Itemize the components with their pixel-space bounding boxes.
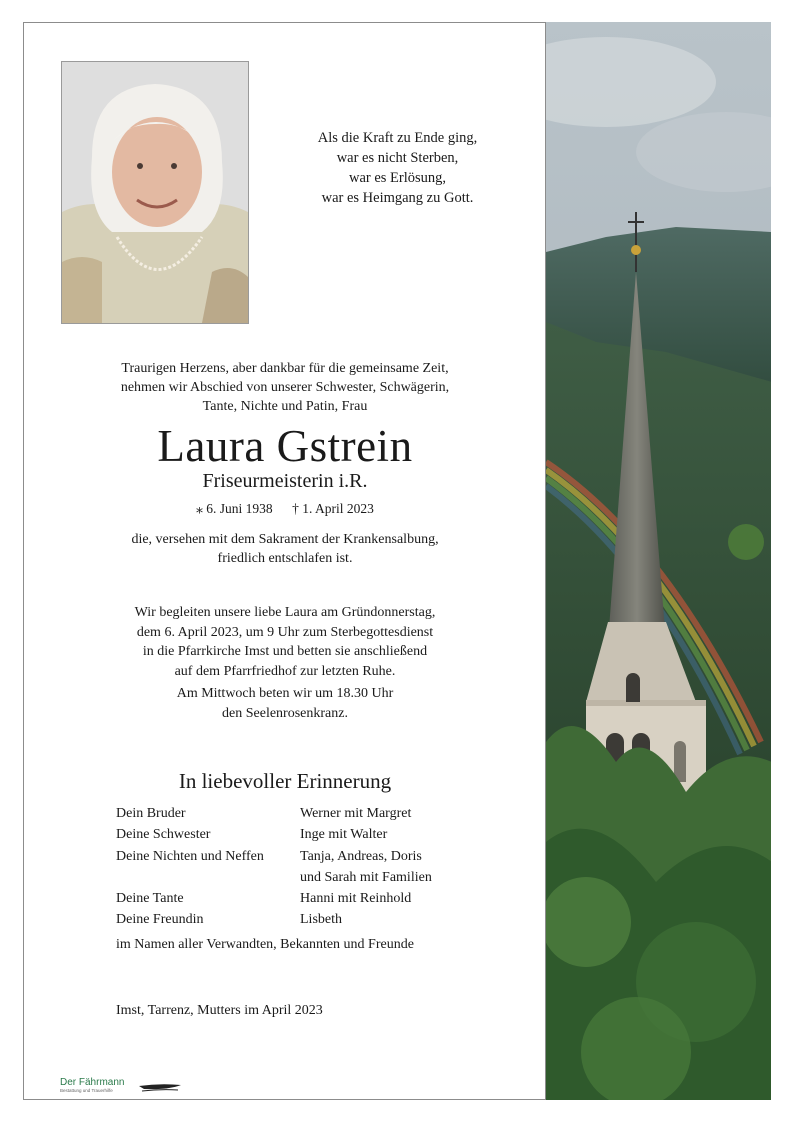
logo-name: Der Fährmann	[60, 1077, 125, 1088]
birth-date: ⁎ 6. Juni 1938	[196, 501, 273, 516]
rosary-line: Am Mittwoch beten wir um 18.30 Uhr	[176, 686, 394, 701]
sacrament-line: die, versehen mit dem Sakrament der Krankensalbung,	[131, 532, 439, 547]
funeral-home-logo	[60, 1078, 124, 1094]
funeral-service-text	[60, 603, 510, 681]
deceased-profession: Friseurmeisterin i.R.	[202, 470, 368, 492]
service-line: Wir begleiten unsere liebe Laura am Gründonnerstag,	[134, 605, 436, 620]
mourner-row	[116, 846, 456, 889]
mourner-row	[116, 909, 456, 930]
intro-line: Traurigen Herzens, aber dankbar für die gemeinsame Zeit,	[121, 361, 449, 376]
poem-line: war es Erlösung,	[348, 170, 447, 186]
intro-line: nehmen wir Abschied von unserer Schwester, Schwägerin,	[120, 380, 450, 395]
place-date: Imst, Tarrenz, Mutters im April 2023	[116, 1003, 323, 1018]
logo-subtitle: Bestattung und Trauerhilfe	[60, 1088, 113, 1093]
mourners-list	[116, 803, 456, 931]
memory-heading: In liebevoller Erinnerung	[178, 769, 392, 793]
poem	[285, 128, 510, 208]
intro-text	[60, 359, 510, 416]
mourner-names: Inge mit Walter	[300, 827, 388, 843]
mourner-row	[116, 824, 456, 845]
mourner-names	[300, 846, 456, 889]
mourner-row	[116, 803, 456, 824]
mourner-names: Werner mit Margret	[300, 806, 412, 821]
service-line: in die Pfarrkirche Imst und betten sie anschließend	[142, 644, 428, 659]
intro-line: Tante, Nichte und Patin, Frau	[202, 399, 368, 414]
mourner-names: Hanni mit Reinhold	[300, 891, 412, 907]
others-text: im Namen aller Verwandten, Bekannten und Freunde	[116, 937, 414, 952]
sacrament-text	[60, 530, 510, 568]
boat-icon	[138, 1081, 182, 1093]
church-steeple-photo	[545, 22, 771, 1100]
mourner-row	[116, 888, 456, 909]
mourner-relation: Deine Nichten und Neffen	[116, 848, 264, 864]
rosary-line: den Seelenrosenkranz.	[222, 705, 348, 721]
sacrament-line: friedlich entschlafen ist.	[217, 551, 353, 566]
rosary-text	[60, 684, 510, 723]
mourner-relation: Dein Bruder	[116, 806, 186, 821]
mourner-relation: Deine Freundin	[116, 912, 204, 928]
mourner-relation: Deine Tante	[116, 891, 184, 907]
deceased-name: Laura Gstrein	[157, 421, 413, 471]
mourner-relation: Deine Schwester	[116, 827, 211, 843]
portrait-photo	[61, 61, 249, 324]
service-line: dem 6. April 2023, um 9 Uhr zum Sterbegottesdienst	[136, 624, 434, 640]
mourner-names-line: Tanja, Andreas, Doris	[300, 848, 422, 864]
life-dates	[60, 500, 510, 518]
poem-line: war es nicht Sterben,	[336, 150, 459, 166]
mourner-names: Lisbeth	[300, 912, 342, 928]
poem-line: Als die Kraft zu Ende ging,	[317, 130, 478, 146]
poem-line: war es Heimgang zu Gott.	[321, 190, 474, 206]
death-date: † 1. April 2023	[292, 501, 374, 516]
mourner-names-line: und Sarah mit Familien	[300, 869, 432, 885]
service-line: auf dem Pfarrfriedhof zur letzten Ruhe.	[174, 663, 396, 679]
